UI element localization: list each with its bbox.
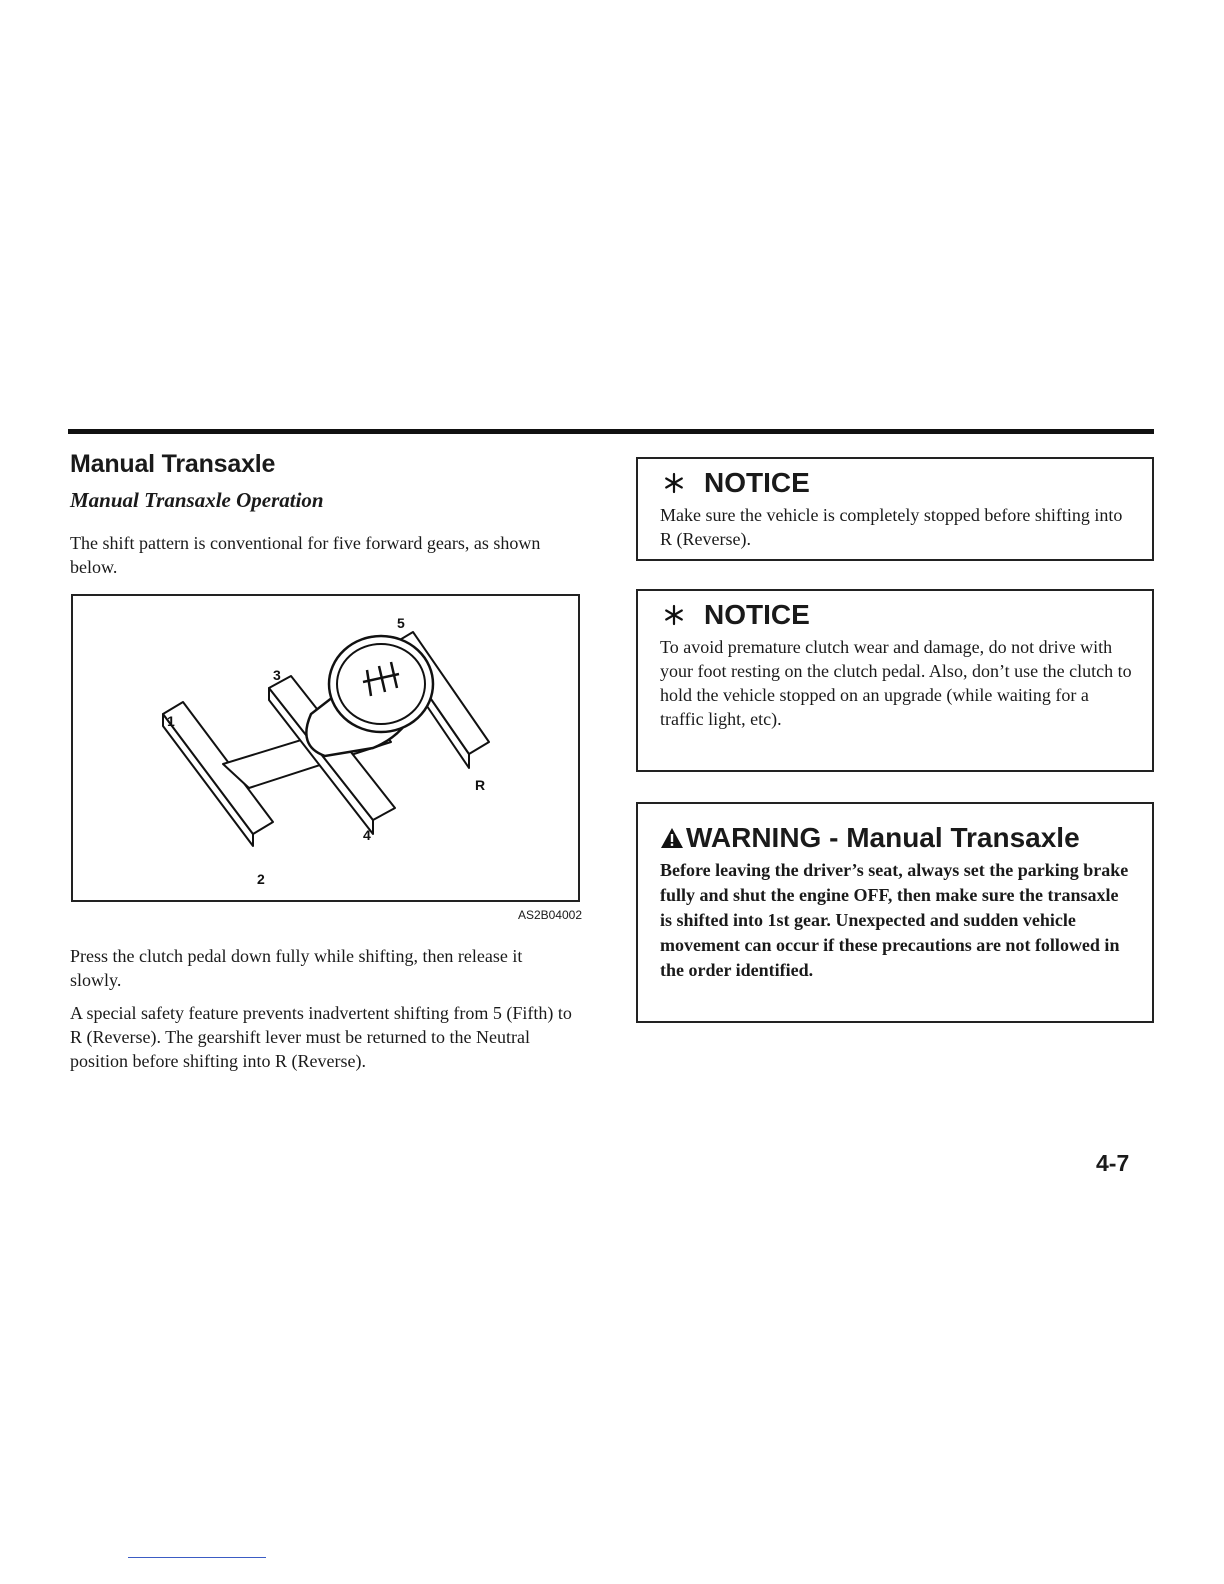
section-title: Manual Transaxle	[70, 450, 276, 478]
gear-label-3: 3	[273, 667, 281, 683]
notice-box-reverse	[636, 457, 1154, 561]
top-rule	[68, 429, 1154, 434]
notice-heading: NOTICE	[704, 467, 810, 498]
asterisk-icon	[662, 471, 686, 495]
gear-label-1: 1	[167, 713, 175, 729]
warning-text: Before leaving the driver’s seat, always set the parking brake fully and shut the engine OFF, then make sure the transaxle is shifted into 1st gear. Unexpected and sudden vehicle movement can occur if these precautions are not followed in the order identified.	[660, 860, 1129, 980]
gear-label-reverse: R	[475, 777, 486, 793]
sub-heading: Manual Transaxle Operation	[70, 488, 324, 512]
safety-paragraph: A special safety feature prevents inadvertent shifting from 5 (Fifth) to R (Reverse). The gearshift lever must be returned to the Neutral position before shifting into R (Reverse).	[70, 1003, 572, 1071]
notice-header	[660, 597, 1132, 633]
warning-triangle-icon	[660, 827, 684, 849]
gear-label-4: 4	[363, 827, 371, 843]
clutch-paragraph: Press the clutch pedal down fully while shifting, then release it slowly.	[70, 946, 523, 990]
shift-knob	[306, 636, 433, 756]
notice-box-clutch	[636, 589, 1154, 772]
warning-box	[636, 802, 1154, 1023]
notice-text: Make sure the vehicle is completely stopped before shifting into R (Reverse).	[660, 505, 1123, 549]
figure-code: AS2B04002	[517, 908, 582, 922]
warning-heading: WARNING - Manual Transaxle	[686, 822, 1080, 853]
bottom-rule	[128, 1557, 266, 1558]
asterisk-icon	[662, 603, 686, 627]
notice-header	[660, 465, 1132, 501]
notice-text: To avoid premature clutch wear and damage, do not drive with your foot resting on the clutch pedal. Also, don’t use the clutch to hold the vehicle stopped on an upgrade (while waiting for a traffic light, etc).	[660, 637, 1132, 729]
intro-paragraph: The shift pattern is conventional for five forward gears, as shown below.	[70, 533, 541, 577]
warning-header	[660, 820, 1132, 856]
shift-pattern-illustration	[73, 596, 578, 900]
notice-heading: NOTICE	[704, 599, 810, 630]
gear-label-5: 5	[397, 615, 405, 631]
gear-label-2: 2	[257, 871, 265, 887]
page-number: 4-7	[1096, 1150, 1130, 1176]
shift-pattern-figure	[71, 594, 580, 902]
